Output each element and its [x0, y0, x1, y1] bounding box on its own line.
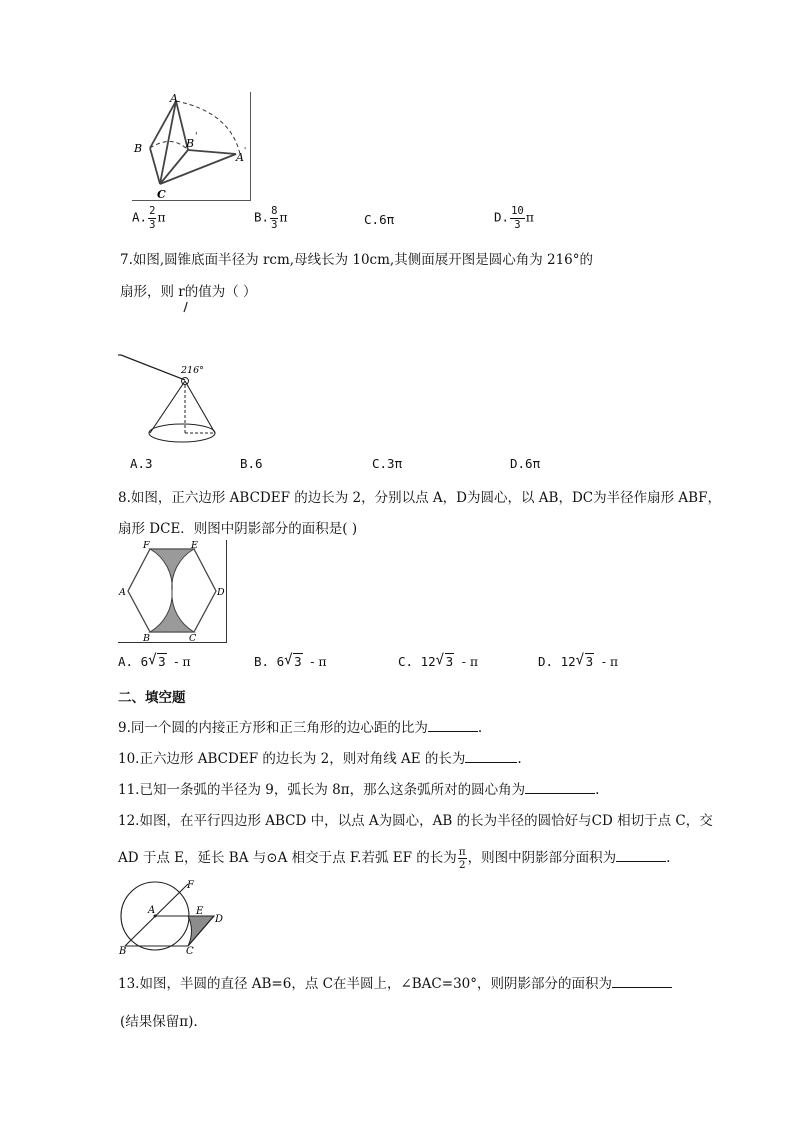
q12-label-e: E — [196, 906, 204, 917]
q12-stem-line2: AD 于点 E，延长 BA 与⊙A 相交于点 F.若弧 EF 的长为 $\frac{\pi}{2}$ ，则图中阴影部分面积为 . — [118, 845, 671, 871]
q7-option-d[interactable]: D.6π — [510, 456, 541, 471]
q11-stem: 11.已知一条弧的半径为 9，弧长为 8π，那么这条弧所对的圆心角为 . — [118, 782, 600, 798]
q8-label-c: C — [189, 633, 197, 642]
q13-stem-line1: 13.如图，半圆的直径 AB=6，点 C在半圆上，∠BAC=30°，则阴影部分的面积为 — [118, 972, 672, 992]
q13-stem-line2: (结果保留π). — [120, 1014, 198, 1030]
q8-stem-line2: 扇形 DCE．则图中阴影部分的面积是( ) — [118, 521, 358, 537]
q6-label-a-top: A — [170, 92, 178, 105]
q12-stem-line1: 12.如图，在平行四边形 ABCD 中，以点 A为圆心，AB 的长为半径的圆恰好与CD 相切于点 C，交 — [118, 813, 713, 829]
fraction: $\frac{\pi}{2}$ — [458, 845, 466, 871]
q8-option-d[interactable]: D. 12√ 3 - π — [538, 654, 618, 669]
q6-option-a[interactable]: A. $\frac{2}{3}$ π — [132, 205, 166, 231]
answer-blank[interactable] — [612, 975, 672, 988]
q9-stem: 9.同一个圆的内接正方形和正三角形的边心距的比为 . — [118, 720, 483, 736]
q12-label-d: D — [215, 914, 224, 925]
q6-option-c[interactable]: C.6π — [364, 212, 395, 227]
answer-blank[interactable] — [616, 849, 666, 862]
q12-label-b: B — [119, 946, 127, 954]
q6-a-prime-mark: ' — [244, 146, 247, 155]
answer-blank[interactable] — [428, 719, 478, 732]
q12-label-a: A — [148, 905, 156, 916]
q6-option-d[interactable]: D. $\frac{10}{3}$ π — [494, 205, 534, 231]
q8-option-b[interactable]: B. 6√ 3 - π — [254, 654, 327, 669]
section-title-fill-in: 二、填空题 — [118, 690, 186, 706]
answer-blank[interactable] — [525, 781, 595, 794]
fraction: $\frac{10}{3}$ — [511, 205, 524, 231]
q8-label-b: B — [143, 633, 150, 642]
q6-label-c: C — [157, 188, 166, 200]
q7-option-a[interactable]: A.3 — [130, 456, 153, 471]
q8-option-c[interactable]: C. 12√ 3 - π — [398, 654, 478, 669]
fraction: $\frac{8}{3}$ — [271, 205, 278, 231]
q6-figure — [132, 92, 251, 201]
q6-label-b-prime: B — [186, 137, 195, 150]
q12-figure — [116, 876, 228, 954]
q7-option-c[interactable]: C.3π — [372, 456, 403, 471]
q8-label-f: F — [143, 540, 150, 551]
q12-label-f: F — [187, 880, 194, 891]
fraction: $\frac{2}{3}$ — [149, 205, 156, 231]
q7-stem-line2: 扇形，则 r的值为（ ） — [120, 284, 257, 300]
q8-figure — [118, 540, 227, 643]
q7-angle-label: 216° — [181, 365, 204, 376]
q6-option-b[interactable]: B. $\frac{8}{3}$ π — [254, 205, 288, 231]
q8-stem-line1: 8.如图，正六边形 ABCDEF 的边长为 2，分别以点 A，D为圆心，以 AB，DC为半径作扇形 ABF， — [118, 490, 721, 506]
q8-label-a: A — [119, 587, 126, 598]
q8-option-a[interactable]: A. 6√ 3 - π — [118, 654, 191, 669]
q8-label-e: E — [191, 540, 198, 551]
answer-blank[interactable] — [465, 750, 517, 763]
q12-label-c: C — [186, 946, 194, 954]
q8-label-d: D — [217, 587, 225, 598]
q6-label-b: B — [134, 142, 143, 155]
q6-prime-mark: ' — [195, 132, 198, 142]
q7-figure — [118, 302, 253, 448]
q7-stem-line1: 7.如图,圆锥底面半径为 rcm,母线长为 10cm,其侧面展开图是圆心角为 216°的 — [120, 252, 594, 268]
q10-stem: 10.正六边形 ABCDEF 的边长为 2，则对角线 AE 的长为 . — [118, 751, 522, 767]
q7-option-b[interactable]: B.6 — [240, 456, 263, 471]
q6-label-a-prime: A — [236, 151, 244, 164]
